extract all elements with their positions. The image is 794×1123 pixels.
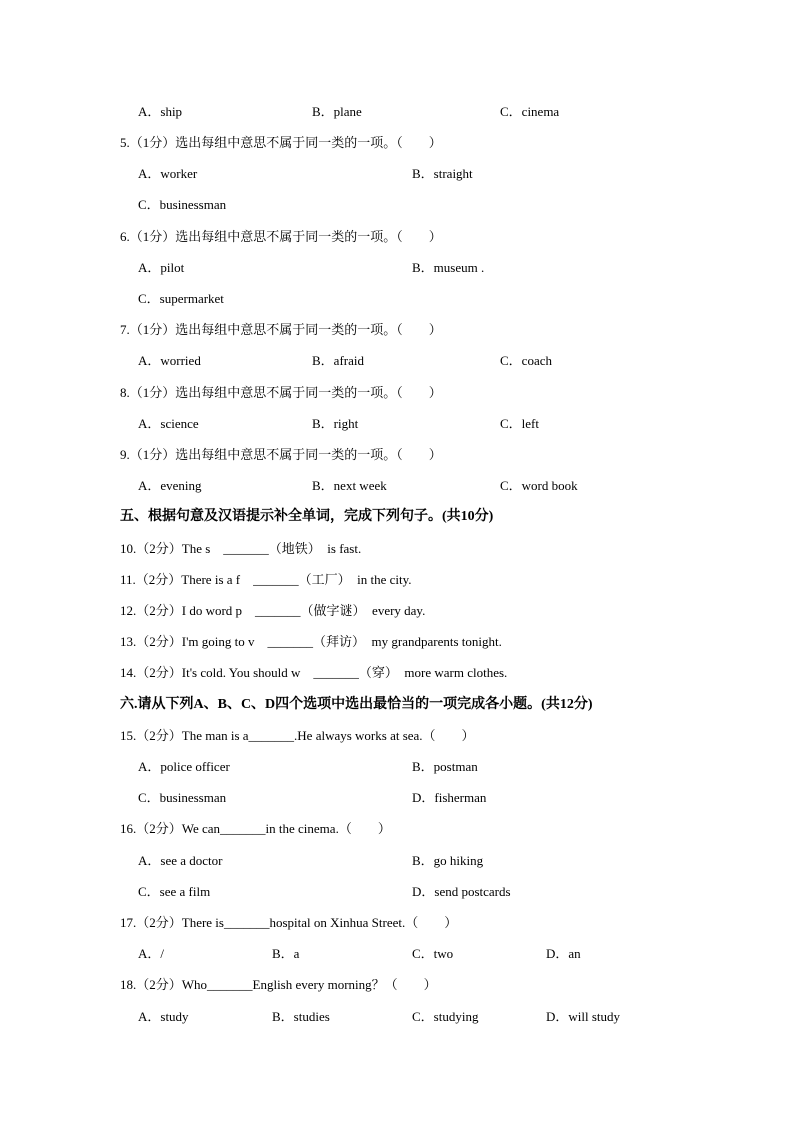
q16-stem-row [0, 819, 794, 839]
q5-stem: 5.（1分）选出每组中意思不属于同一类的一项。（ ） [120, 135, 442, 150]
q15-stem-row [0, 726, 794, 746]
q5-option-a: A．worker [138, 166, 198, 181]
q18-options-row [0, 1007, 794, 1027]
q16-options-row-2 [0, 882, 794, 902]
q16-stem: 16.（2分）We can_______in the cinema.（ ） [120, 821, 391, 836]
q13-sentence: 13.（2分）I'm going to v _______（拜访） my grandparents tonight. [120, 634, 502, 649]
q5-option-c: C．businessman [138, 197, 227, 212]
q8-stem-row [0, 383, 794, 403]
q9-option-b: B．next week [312, 478, 387, 493]
q17-option-d: D．an [546, 946, 581, 961]
section6-heading-row [0, 695, 794, 715]
q16-option-d: D．send postcards [412, 884, 511, 899]
q4-option-a: A．ship [138, 104, 183, 119]
q7-option-b: B．afraid [312, 353, 364, 368]
q7-stem-row [0, 320, 794, 340]
q16-options-row [0, 851, 794, 871]
q7-options-row [0, 351, 794, 371]
q6-stem-row [0, 227, 794, 247]
q14-row [0, 663, 794, 683]
q17-stem: 17.（2分）There is_______hospital on Xinhua Street.（ ） [120, 915, 458, 930]
q15-option-d: D．fisherman [412, 790, 487, 805]
section6-heading: 六.请从下列A、B、C、D四个选项中选出最恰当的一项完成各小题。(共12分) [120, 697, 593, 712]
q10-sentence: 10.（2分）The s _______（地铁） is fast. [120, 541, 362, 556]
q11-sentence: 11.（2分）There is a f _______（工厂） in the city. [120, 572, 412, 587]
q5-options-row-2 [0, 195, 794, 215]
q8-option-a: A．science [138, 416, 199, 431]
q17-options-row [0, 944, 794, 964]
section5-heading: 五、根据句意及汉语提示补全单词，完成下列句子。(共10分) [120, 509, 494, 524]
q17-option-b: B．a [272, 946, 300, 961]
q9-options-row [0, 476, 794, 496]
q6-option-b: B．museum . [412, 260, 485, 275]
q4-option-c: C．cinema [500, 104, 560, 119]
q18-stem-row [0, 975, 794, 995]
q9-option-c: C．word book [500, 478, 578, 493]
q5-stem-row [0, 133, 794, 153]
q6-option-c: C．supermarket [138, 291, 224, 306]
q14-sentence: 14.（2分）It's cold. You should w _______（穿） more warm clothes. [120, 665, 508, 680]
q6-options-row-2 [0, 289, 794, 309]
q15-stem: 15.（2分）The man is a_______.He always works at sea.（ ） [120, 728, 475, 743]
q9-stem-row [0, 445, 794, 465]
q8-stem: 8.（1分）选出每组中意思不属于同一类的一项。（ ） [120, 385, 442, 400]
q9-option-a: A．evening [138, 478, 202, 493]
q18-stem: 18.（2分）Who_______English every morning？（ ） [120, 977, 437, 992]
q10-row [0, 539, 794, 559]
q6-options-row [0, 258, 794, 278]
q15-option-a: A．police officer [138, 759, 230, 774]
q12-row [0, 601, 794, 621]
q17-stem-row [0, 913, 794, 933]
q16-option-a: A．see a doctor [138, 853, 223, 868]
q4-option-b: B．plane [312, 104, 362, 119]
q15-options-row-2 [0, 788, 794, 808]
q9-stem: 9.（1分）选出每组中意思不属于同一类的一项。（ ） [120, 447, 442, 462]
q18-option-b: B．studies [272, 1009, 330, 1024]
q16-option-b: B．go hiking [412, 853, 484, 868]
q17-option-a: A．/ [138, 946, 165, 961]
q4-options-row [0, 102, 794, 122]
q7-option-c: C．coach [500, 353, 552, 368]
q17-option-c: C．two [412, 946, 454, 961]
q5-options-row [0, 164, 794, 184]
q7-stem: 7.（1分）选出每组中意思不属于同一类的一项。（ ） [120, 322, 442, 337]
q6-stem: 6.（1分）选出每组中意思不属于同一类的一项。（ ） [120, 229, 442, 244]
q18-option-d: D．will study [546, 1009, 621, 1024]
q11-row [0, 570, 794, 590]
q16-option-c: C．see a film [138, 884, 211, 899]
q8-option-c: C．left [500, 416, 539, 431]
q15-options-row [0, 757, 794, 777]
q15-option-b: B．postman [412, 759, 478, 774]
q12-sentence: 12.（2分）I do word p _______（做字谜） every day. [120, 603, 426, 618]
q18-option-a: A．study [138, 1009, 189, 1024]
q5-option-b: B．straight [412, 166, 473, 181]
q6-option-a: A．pilot [138, 260, 185, 275]
q13-row [0, 632, 794, 652]
q18-option-c: C．studying [412, 1009, 479, 1024]
q8-options-row [0, 414, 794, 434]
q7-option-a: A．worried [138, 353, 201, 368]
q15-option-c: C．businessman [138, 790, 227, 805]
section5-heading-row [0, 507, 794, 527]
q8-option-b: B．right [312, 416, 359, 431]
